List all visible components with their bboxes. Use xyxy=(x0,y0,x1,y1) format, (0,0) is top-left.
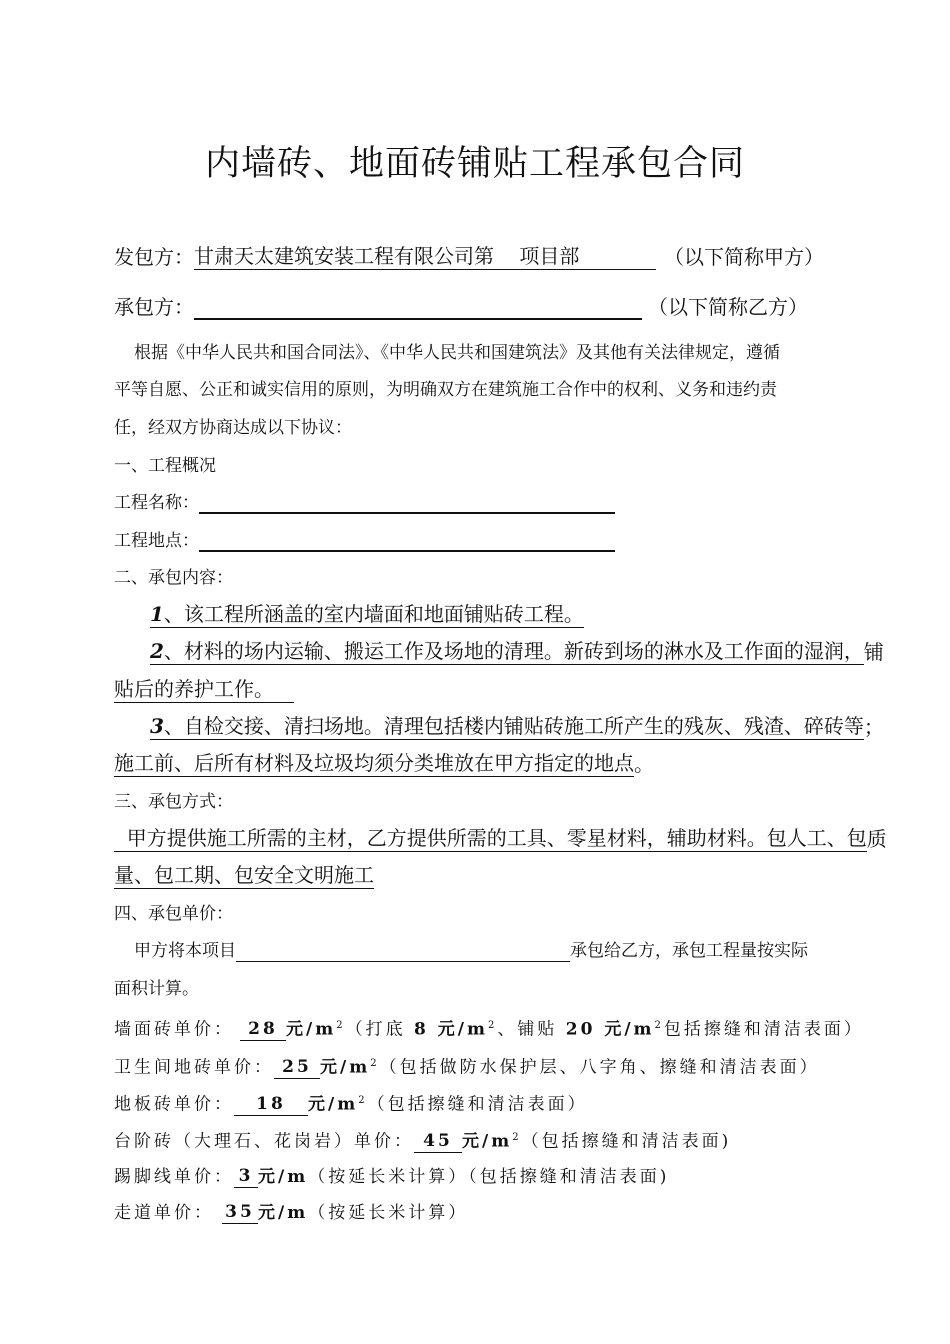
wall-tile-unit-sup: 2 xyxy=(336,1020,346,1031)
scope-item-3-underline xyxy=(150,713,864,740)
contract-mode-line-2-text: 量、包工期、包安全文明施工 xyxy=(114,863,374,887)
corridor-note: （按延长米计算） xyxy=(308,1203,469,1223)
contract-mode-line-1-tail: 质 xyxy=(866,827,887,851)
party-b-label: 承包方： xyxy=(114,295,194,319)
scope-item-3-end: 。 xyxy=(634,752,654,776)
wall-tile-primer-unit: 元/m xyxy=(428,1019,488,1040)
step-tile-note: （包括擦缝和清洁表面) xyxy=(521,1131,732,1152)
intro-line-1: 根据《中华人民共和国合同法》、《中华人民共和国建筑法》及其他有关法律规定，遵循 xyxy=(134,343,780,363)
step-tile-unit-sup: 2 xyxy=(512,1132,522,1143)
step-tile-price[interactable]: 45 xyxy=(414,1130,462,1153)
floor-tile-unit-sup: 2 xyxy=(358,1095,368,1106)
skirting-price[interactable]: 3 xyxy=(234,1165,258,1188)
bathroom-tile-price-line xyxy=(114,1053,820,1079)
section-2-heading: 二、承包内容： xyxy=(114,568,233,588)
floor-tile-price[interactable]: 18 xyxy=(234,1093,308,1116)
contract-mode-line-2-underline xyxy=(114,862,374,889)
project-name-label: 工程名称： xyxy=(114,493,199,513)
scope-item-2-line2-text: 贴后的养护工作。 xyxy=(114,677,274,701)
project-scope-field[interactable] xyxy=(236,941,570,962)
wall-tile-lay-unit: 元/m xyxy=(595,1019,655,1040)
skirting-price-line xyxy=(114,1165,669,1188)
party-a-field[interactable] xyxy=(194,243,656,270)
scope-item-3-line2 xyxy=(114,750,654,777)
wall-tile-primer-price: 8 xyxy=(413,1019,429,1040)
intro-line-3: 任，经双方协商达成以下协议： xyxy=(114,418,352,438)
wall-tile-unit: 元/m xyxy=(286,1019,337,1040)
party-a-label: 发包方： xyxy=(114,245,194,269)
floor-tile-price-line xyxy=(114,1090,588,1116)
scope-item-1-underline xyxy=(150,601,584,628)
unit-price-intro-line-2: 面积计算。 xyxy=(114,979,199,999)
project-location-label: 工程地点： xyxy=(114,531,199,551)
scope-item-2-text: 、材料的场内运输、搬运工作及场地的清理。新砖到场的淋水及工作面的湿润， xyxy=(163,639,864,663)
party-a-value: 甘肃天太建筑安装工程有限公司第 项目部 xyxy=(194,244,580,268)
wall-tile-primer-sup: 2 xyxy=(487,1020,498,1031)
document-title: 内墙砖、地面砖铺贴工程承包合同 xyxy=(204,144,745,184)
section-3-heading: 三、承包方式： xyxy=(114,792,233,812)
step-tile-unit: 元/m xyxy=(462,1131,513,1152)
scope-item-2-number: 2 xyxy=(150,639,164,663)
scope-item-2-underline xyxy=(150,638,864,665)
skirting-note: （按延长米计算）（包括擦缝和清洁表面) xyxy=(308,1167,670,1187)
unit-price-intro-pre: 甲方将本项目 xyxy=(134,941,236,961)
party-a-suffix: （以下简称甲方） xyxy=(664,245,824,269)
scope-item-2 xyxy=(150,638,884,665)
scope-item-2-line2 xyxy=(114,676,294,703)
scope-item-3 xyxy=(150,713,884,740)
unit-price-intro-line-1 xyxy=(134,940,808,962)
floor-tile-unit: 元/m xyxy=(308,1094,359,1115)
wall-tile-label: 墙面砖单价： xyxy=(114,1019,234,1040)
project-name-field[interactable] xyxy=(199,492,615,514)
wall-tile-note-post: 包括擦缝和清洁表面） xyxy=(663,1019,864,1040)
scope-item-3-number: 3 xyxy=(150,714,164,738)
intro-line-2: 平等自愿、公正和诚实信用的原则，为明确双方在建筑施工合作中的权利、义务和违约责 xyxy=(114,380,777,400)
bathroom-tile-note: （包括做防水保护层、八字角、擦缝和清洁表面） xyxy=(379,1057,820,1078)
bathroom-tile-label: 卫生间地砖单价： xyxy=(114,1057,274,1078)
party-a-line xyxy=(114,243,824,270)
skirting-unit: 元/m xyxy=(258,1167,309,1187)
contract-mode-line-1-underline xyxy=(114,825,867,852)
project-location-field[interactable] xyxy=(199,530,615,552)
scope-item-3-tail: ； xyxy=(863,715,884,739)
scope-item-3-text: 、自检交接、清扫场地。清理包括楼内铺贴砖施工所产生的残灰、残渣、碎砖等 xyxy=(163,714,864,738)
step-tile-label: 台阶砖（大理石、花岗岩）单价： xyxy=(114,1131,414,1152)
unit-price-intro-post: 承包给乙方，承包工程量按实际 xyxy=(570,941,808,961)
contract-mode-line-1-text: 甲方提供施工所需的主材，乙方提供所需的工具、零星材料，辅助材料。包人工、包 xyxy=(114,826,867,850)
contract-mode-line-2 xyxy=(114,862,374,889)
section-1-heading: 一、工程概况 xyxy=(114,456,216,476)
project-name-line xyxy=(114,492,615,514)
party-b-field[interactable] xyxy=(194,294,642,320)
party-b-line xyxy=(114,294,808,320)
section-4-heading: 四、承包单价： xyxy=(114,904,233,924)
wall-tile-price[interactable]: 28 xyxy=(240,1018,286,1041)
corridor-label: 走道单价： xyxy=(114,1203,214,1223)
contract-mode-line-1 xyxy=(114,825,887,852)
corridor-unit: 元/m xyxy=(258,1203,309,1223)
bathroom-tile-price[interactable]: 25 xyxy=(274,1056,320,1079)
wall-tile-lay-price: 20 xyxy=(565,1019,596,1040)
corridor-price[interactable]: 35 xyxy=(222,1201,258,1224)
scope-item-3-line2-underline xyxy=(114,750,634,777)
wall-tile-note-pre: （打底 xyxy=(345,1019,414,1040)
project-location-line xyxy=(114,530,615,552)
wall-tile-lay-sup: 2 xyxy=(654,1020,664,1031)
scope-item-3-line2-text: 施工前、后所有材料及垃圾均须分类堆放在甲方指定的地点 xyxy=(114,751,634,775)
scope-item-1 xyxy=(150,601,584,628)
step-tile-price-line xyxy=(114,1127,731,1153)
bathroom-tile-unit-sup: 2 xyxy=(370,1058,380,1069)
wall-tile-note-mid: 、铺贴 xyxy=(497,1019,566,1040)
floor-tile-note: （包括擦缝和清洁表面） xyxy=(367,1094,588,1115)
bathroom-tile-unit: 元/m xyxy=(320,1057,371,1078)
scope-item-2-tail: 铺 xyxy=(863,640,884,664)
wall-tile-price-line xyxy=(114,1015,864,1041)
scope-item-1-text: 、该工程所涵盖的室内墙面和地面铺贴砖工程。 xyxy=(163,602,584,626)
scope-item-1-number: 1 xyxy=(150,602,164,626)
scope-item-2-line2-underline xyxy=(114,676,294,703)
party-b-suffix: （以下简称乙方） xyxy=(648,295,808,319)
corridor-price-line xyxy=(114,1201,468,1224)
floor-tile-label: 地板砖单价： xyxy=(114,1094,234,1115)
skirting-label: 踢脚线单价： xyxy=(114,1167,234,1187)
